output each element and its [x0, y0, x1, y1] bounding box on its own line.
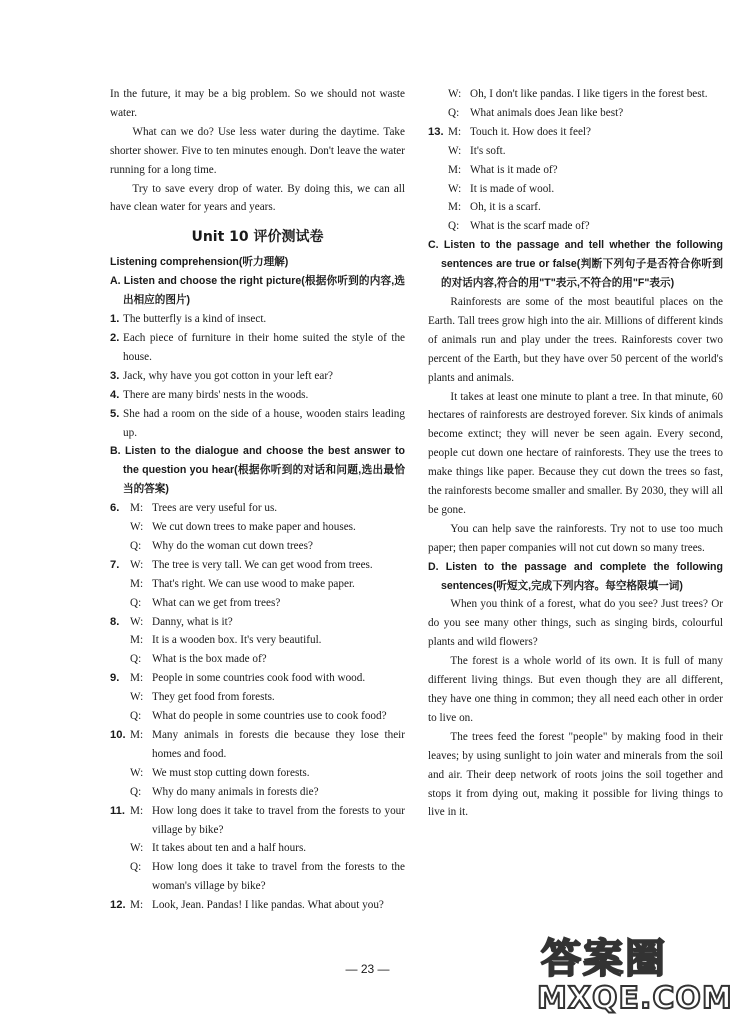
- dialogue-line: [130, 556, 405, 575]
- item-number: 1.: [110, 313, 120, 326]
- dialogue-line: [130, 764, 405, 783]
- speaker-label: W:: [130, 766, 144, 779]
- dialogue-item: [110, 802, 405, 897]
- listening-heading: Listening comprehension(听力理解): [110, 256, 289, 269]
- speaker-label: W:: [448, 144, 462, 157]
- section-c-paragraph-2: It takes at least one minute to plant a tree. In that minute, 60 hectares of rainforests are destroyed forever. Six kinds of animals become extinct; they will never be seen again. Every second, people cut down one hectare of rainforests. They use the trees to make things like paper. Because they cut down the trees so fast, the rainforests become smaller and smaller. By 2030, they will all be gone.: [428, 390, 723, 516]
- dialogue-line: [448, 85, 723, 104]
- dialogue-text: Why do many animals in forests die?: [152, 785, 319, 798]
- left-column: [110, 85, 405, 915]
- speaker-label: Q:: [448, 220, 460, 233]
- dialogue-line: [130, 594, 405, 613]
- page-number: — 23 —: [345, 962, 390, 976]
- dialogue-line: [130, 726, 405, 764]
- section-c-paragraph-3: You can help save the rainforests. Try not to use too much paper; then paper companies will not cut down so many trees.: [428, 522, 723, 554]
- dialogue-text: Why do the woman cut down trees?: [152, 539, 313, 552]
- dialogue-text: Touch it. How does it feel?: [470, 125, 592, 138]
- dialogue-text: Oh, it is a scarf.: [470, 201, 541, 214]
- speaker-label: W:: [130, 691, 144, 704]
- dialogue-body: [130, 613, 405, 670]
- intro-paragraph-1: In the future, it may be a big problem. So we should not waste water.: [110, 88, 405, 119]
- speaker-label: M:: [130, 729, 144, 741]
- dialogue-body: [448, 123, 723, 236]
- dialogue-line: [130, 631, 405, 650]
- dialogue-body: [130, 669, 405, 726]
- item-number: 2.: [110, 331, 120, 344]
- dialogue-text: Oh, I don't like pandas. I like tigers in the forest best.: [470, 88, 708, 100]
- item-number: 13.: [428, 125, 444, 138]
- item-number: 12.: [110, 899, 126, 912]
- dialogue-line: [448, 180, 723, 199]
- section-c-paragraph-1: Rainforests are some of the most beautiful places on the Earth. Tall trees grow high into the air. Millions of different kinds of animals run and play under the trees. Rainforests cover two percent of the Earth, but they have over 50 percent of the world's plants and animals.: [428, 295, 723, 384]
- dialogue-line: [130, 518, 405, 537]
- speaker-label: W:: [130, 521, 144, 534]
- watermark-logo-top: 答案圈: [541, 936, 667, 982]
- speaker-label: W:: [130, 842, 144, 855]
- section-d-instructions: D. Listen to the passage and complete the following sentences(听短文,完成下列内容。每空格限填一词): [428, 560, 723, 592]
- list-item: [110, 405, 405, 443]
- speaker-label: M:: [130, 899, 144, 912]
- speaker-label: Q:: [130, 539, 142, 552]
- item-number: 11.: [110, 804, 125, 817]
- dialogue-text: They get food from forests.: [152, 691, 275, 704]
- speaker-label: Q:: [130, 785, 142, 798]
- dialogue-line: [130, 575, 405, 594]
- unit-title: Unit 10 评价测试卷: [191, 229, 324, 246]
- item-text: Each piece of furniture in their home suited the style of the house.: [123, 331, 405, 363]
- speaker-label: M:: [448, 201, 462, 214]
- dialogue-line: [448, 161, 723, 180]
- speaker-label: Q:: [130, 596, 142, 609]
- dialogue-line: [130, 858, 405, 896]
- dialogue-line: [130, 537, 405, 556]
- item-number: 9.: [110, 672, 120, 685]
- dialogue-text: What animals does Jean like best?: [470, 106, 624, 119]
- item-text: She had a room on the side of a house, wooden stairs leading up.: [123, 407, 405, 439]
- dialogue-text: That's right. We can use wood to make paper.: [152, 577, 355, 590]
- item-number: 6.: [110, 502, 120, 515]
- right-column: [428, 85, 723, 822]
- intro-paragraph-2: What can we do? Use less water during the daytime. Take shorter shower. Five to ten minutes enough. Don't leave the water running for a long time.: [110, 125, 405, 176]
- list-item: [110, 310, 405, 329]
- dialogue-item: [428, 123, 723, 236]
- dialogue-text: It's soft.: [470, 144, 506, 157]
- dialogue-item: [110, 613, 405, 670]
- speaker-label: M:: [130, 577, 144, 590]
- section-d-paragraph-2: The forest is a whole world of its own. It is full of many different living things. But even though they are all different, they have one thing in common; they all need each other in order to live on.: [428, 655, 723, 724]
- dialogue-body: [130, 802, 405, 897]
- dialogue-text: We cut down trees to make paper and houses.: [152, 521, 356, 534]
- dialogue-item: [110, 499, 405, 556]
- speaker-label: M:: [130, 672, 144, 685]
- section-d-paragraph-1: When you think of a forest, what do you see? Just trees? Or do you see many other things, such as singing birds, colourful plants and wild flowers?: [428, 598, 723, 649]
- list-item: [110, 329, 405, 367]
- dialogue-line: [130, 707, 405, 726]
- dialogue-text: How long does it take to travel from the forests to the woman's village by bike?: [152, 861, 405, 893]
- section-b-instructions: B. Listen to the dialogue and choose the best answer to the question you hear(根据你听到的对话和问题,选出最恰当的答案): [110, 445, 405, 496]
- dialogue-text: Danny, what is it?: [152, 615, 233, 628]
- section-c-instructions: C. Listen to the passage and tell whether the following sentences are true or false(判断下列句子是否符合你听到的对话内容,符合的用"T"表示,不符合的用"F"表示): [428, 239, 723, 290]
- intro-paragraph-3: Try to save every drop of water. By doing this, we can all have clean water for years and years.: [110, 182, 405, 214]
- dialogue-line: [130, 613, 405, 632]
- item-text: Jack, why have you got cotton in your left ear?: [123, 369, 334, 382]
- dialogue-body: [130, 556, 405, 613]
- item-number: 10.: [110, 729, 126, 741]
- speaker-label: M:: [130, 634, 144, 647]
- item-text: There are many birds' nests in the woods.: [123, 388, 309, 401]
- dialogue-line: [448, 217, 723, 236]
- dialogue-text: It is made of wool.: [470, 182, 555, 195]
- dialogue-text: People in some countries cook food with wood.: [152, 672, 366, 685]
- dialogue-line: [130, 650, 405, 669]
- dialogue-text: Trees are very useful for us.: [152, 502, 278, 515]
- dialogue-text: What is it made of?: [470, 163, 558, 176]
- dialogue-text: What is the box made of?: [152, 653, 267, 666]
- speaker-label: Q:: [130, 861, 142, 874]
- item-number: 8.: [110, 615, 120, 628]
- dialogue-12-continued: [448, 85, 723, 123]
- dialogue-line: [448, 123, 723, 142]
- dialogue-item: [110, 556, 405, 613]
- speaker-label: W:: [448, 182, 462, 195]
- dialogue-body: [130, 726, 405, 802]
- dialogue-line: [130, 896, 405, 915]
- dialogue-item: [110, 669, 405, 726]
- speaker-label: W:: [130, 558, 144, 571]
- item-number: 4.: [110, 388, 120, 401]
- speaker-label: M:: [130, 804, 144, 817]
- section-d-paragraph-3: The trees feed the forest "people" by making food in their leaves; by using sunlight to join water and minerals from the soil and air. Their deep network of roots joins the soil together and stops it from dying out, making it possible for living things to live in it.: [428, 730, 723, 819]
- dialogue-body: [130, 499, 405, 556]
- dialogue-line: [130, 839, 405, 858]
- dialogue-line: [130, 783, 405, 802]
- speaker-label: Q:: [130, 710, 142, 723]
- dialogue-text: Look, Jean. Pandas! I like pandas. What about you?: [152, 899, 384, 912]
- dialogue-item: [110, 726, 405, 802]
- watermark-logo-bottom: MXQE.COM: [537, 981, 733, 1016]
- watermark-logo: [537, 936, 733, 1023]
- speaker-label: Q:: [130, 653, 142, 666]
- dialogue-13: [428, 123, 723, 236]
- speaker-label: M:: [448, 125, 462, 138]
- item-number: 5.: [110, 407, 120, 420]
- dialogue-item: [110, 896, 405, 915]
- dialogue-line: [448, 198, 723, 217]
- section-b-list: [110, 499, 405, 915]
- dialogue-text: It is a wooden box. It's very beautiful.: [152, 634, 322, 647]
- dialogue-text: The tree is very tall. We can get wood from trees.: [152, 558, 373, 571]
- dialogue-text: How long does it take to travel from the forests to your village by bike?: [152, 804, 405, 836]
- dialogue-text: What do people in some countries use to cook food?: [152, 710, 387, 723]
- dialogue-text: What is the scarf made of?: [470, 220, 590, 233]
- speaker-label: W:: [448, 88, 462, 100]
- dialogue-line: [130, 802, 405, 840]
- list-item: [110, 386, 405, 405]
- item-number: 7.: [110, 558, 120, 571]
- speaker-label: M:: [130, 502, 144, 515]
- dialogue-line: [130, 688, 405, 707]
- speaker-label: W:: [130, 615, 144, 628]
- section-a-list: [110, 310, 405, 442]
- section-a-instructions: A. Listen and choose the right picture(根据你听到的内容,选出相应的图片): [110, 275, 405, 307]
- dialogue-text: Many animals in forests die because they lose their homes and food.: [152, 729, 405, 760]
- dialogue-body: [130, 896, 405, 915]
- dialogue-line: [130, 669, 405, 688]
- item-text: The butterfly is a kind of insect.: [123, 313, 267, 326]
- dialogue-text: We must stop cutting down forests.: [152, 766, 310, 779]
- list-item: [110, 367, 405, 386]
- speaker-label: M:: [448, 163, 462, 176]
- speaker-label: Q:: [448, 106, 460, 119]
- dialogue-line: [448, 104, 723, 123]
- item-number: 3.: [110, 369, 120, 382]
- dialogue-line: [130, 499, 405, 518]
- dialogue-line: [448, 142, 723, 161]
- dialogue-text: It takes about ten and a half hours.: [152, 842, 307, 855]
- dialogue-text: What can we get from trees?: [152, 596, 281, 609]
